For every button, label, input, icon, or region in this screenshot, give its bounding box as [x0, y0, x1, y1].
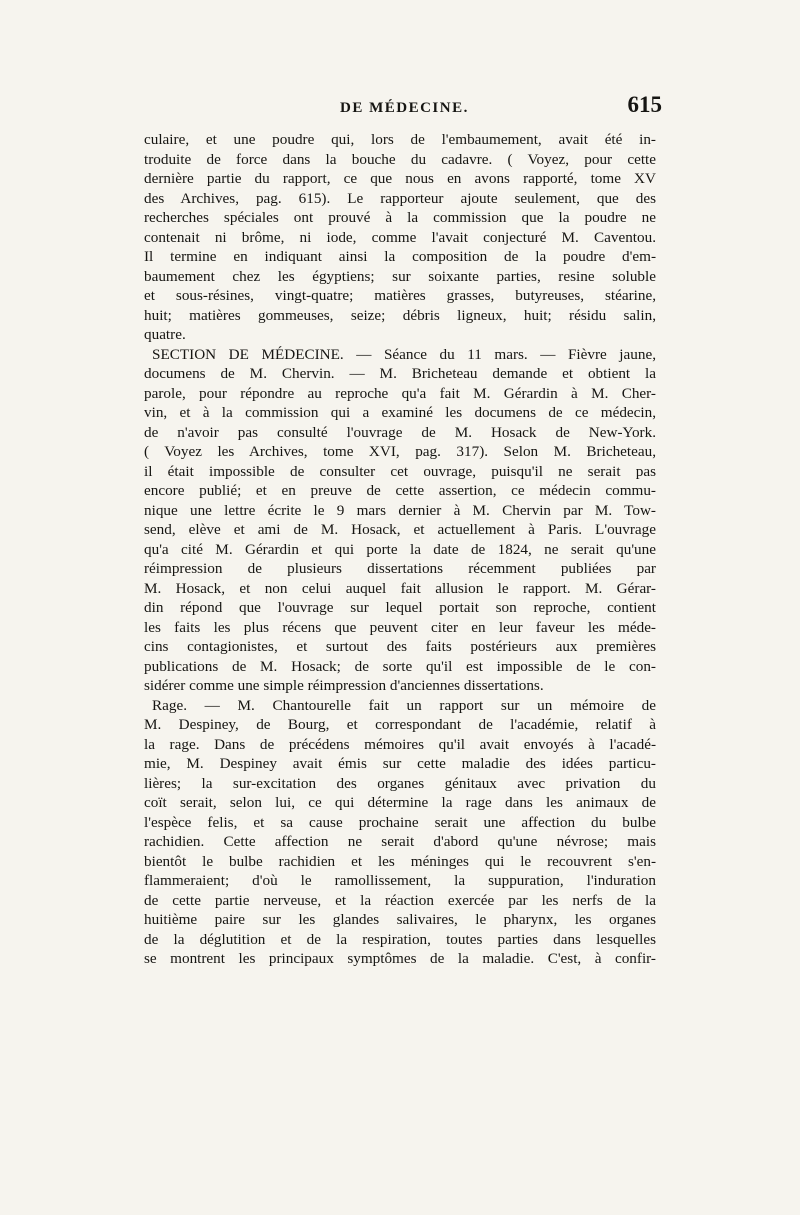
text-line: Il termine en indiquant ainsi la composition de la poudre d'em-	[144, 248, 656, 265]
text-line: ( Voyez les Archives, tome XVI, pag. 317). Selon M. Bricheteau,	[144, 443, 656, 460]
text-line: réimpression de plusieurs dissertations récemment publiées par	[144, 560, 656, 577]
text-line: de cette partie nerveuse, et la réaction exercée par les nerfs de la	[144, 891, 656, 909]
text-line: se montrent les principaux symptômes de la maladie. C'est, à confir-	[144, 950, 656, 967]
text-line: encore publié; et en preuve de cette assertion, ce médecin commu-	[144, 482, 656, 499]
text-line: lières; la sur-excitation des organes génitaux avec privation du	[144, 774, 656, 792]
text-line: parole, pour répondre au reproche qu'a fait M. Gérardin à M. Cher-	[144, 384, 656, 402]
text-line: les faits les plus récens que peuvent citer en leur faveur les méde-	[144, 618, 656, 636]
section-heading-line: Rage. — M. Chantourelle fait un rapport sur un mémoire de	[152, 696, 656, 714]
text-line: vin, et à la commission qui a examiné les documens de ce médecin,	[144, 404, 656, 421]
text-line: troduite de force dans la bouche du cadavre. ( Voyez, pour cette	[144, 150, 656, 168]
page-number: 615	[627, 92, 662, 117]
text-line: M. Despiney, de Bourg, et correspondant de l'académie, relatif à	[144, 716, 656, 733]
text-line: de la déglutition et de la respiration, toutes parties dans lesquelles	[144, 930, 656, 948]
text-line: din répond que l'ouvrage sur lequel portait son reproche, contient	[144, 599, 656, 616]
running-title: DE MÉDECINE.	[340, 100, 469, 116]
text-line: l'espèce felis, et sa cause prochaine serait une affection du bulbe	[144, 813, 656, 831]
text-line: il était impossible de consulter cet ouvrage, puisqu'il ne serait pas	[144, 462, 656, 480]
text-line: recherches spéciales ont prouvé à la commission que la poudre ne	[144, 209, 656, 226]
text-line: bientôt le bulbe rachidien et les méninges qui le recouvrent s'en-	[144, 852, 656, 870]
text-line: mie, M. Despiney avait émis sur cette maladie des idées particu-	[144, 755, 656, 772]
running-head	[140, 92, 662, 126]
text-line: quatre.	[144, 326, 186, 343]
text-line: coït serait, selon lui, ce qui détermine la rage dans les animaux de	[144, 794, 656, 811]
section-heading-line: SECTION DE MÉDECINE. — Séance du 11 mars. — Fièvre jaune,	[152, 345, 656, 363]
text-line: des Archives, pag. 615). Le rapporteur ajoute seulement, que des	[144, 189, 656, 207]
body-text	[144, 130, 656, 969]
text-line: baumement chez les égyptiens; sur soixante parties, resine soluble	[144, 267, 656, 285]
text-line: sidérer comme une simple réimpression d'anciennes dissertations.	[144, 677, 544, 694]
text-line: rachidien. Cette affection ne serait d'abord qu'une névrose; mais	[144, 833, 656, 850]
text-line: culaire, et une poudre qui, lors de l'embaumement, avait été in-	[144, 131, 656, 148]
text-line: et sous-résines, vingt-quatre; matières grasses, butyreuses, stéarine,	[144, 287, 656, 304]
text-line: publications de M. Hosack; de sorte qu'il est impossible de le con-	[144, 657, 656, 675]
text-line: contenait ni brôme, ni iode, comme l'avait conjecturé M. Caventou.	[144, 228, 656, 246]
text-line: send, elève et ami de M. Hosack, et actuellement à Paris. L'ouvrage	[144, 521, 656, 538]
text-line: nique une lettre écrite le 9 mars dernier à M. Chervin par M. Tow-	[144, 501, 656, 519]
text-line: qu'a cité M. Gérardin et qui porte la date de 1824, ne serait qu'une	[144, 540, 656, 558]
text-line: cins contagionistes, et surtout des faits postérieurs aux premières	[144, 638, 656, 655]
text-line: dernière partie du rapport, ce que nous en avons rapporté, tome XV	[144, 170, 656, 187]
text-line: huitième paire sur les glandes salivaires, le pharynx, les organes	[144, 911, 656, 928]
text-line: de n'avoir pas consulté l'ouvrage de M. Hosack de New-York.	[144, 423, 656, 441]
text-line: huit; matières gommeuses, seize; débris ligneux, huit; résidu salin,	[144, 306, 656, 324]
text-line: documens de M. Chervin. — M. Bricheteau demande et obtient la	[144, 365, 656, 382]
text-line: la rage. Dans de précédens mémoires qu'il avait envoyés à l'acadé-	[144, 735, 656, 753]
text-line: flammeraient; d'où le ramollissement, la suppuration, l'induration	[144, 872, 656, 889]
text-line: M. Hosack, et non celui auquel fait allusion le rapport. M. Gérar-	[144, 579, 656, 597]
